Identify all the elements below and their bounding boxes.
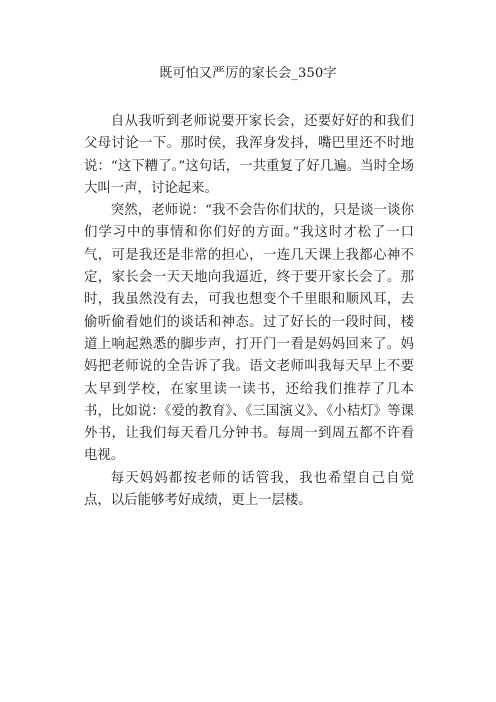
document-body xyxy=(84,111,414,512)
paragraph-2: 突然，老师说：“我不会告你们状的，只是谈一谈你们学习中的事情和你们好的方面。”我这时才松了一口气，可是我还是非常的担心，一连几天课上我都心神不定，家长会一天天地向我逼近，终于要开家长会了。那时，我虽然没有去，可我也想变个千里眼和顺风耳，去偷听偷看她们的谈话和神态。过了好长的一段时间，楼道上响起熟悉的脚步声，打开门一看是妈妈回来了。妈妈把老师说的全告诉了我。语文老师叫我每天早上不要太早到学校，在家里读一读书，还给我们推荐了几本书，比如说：《爱的教育》、《三国演义》、《小桔灯》等课外书，让我们每天看几分钟书。每周一到周五都不许看电视。 xyxy=(84,203,414,464)
paragraph-3: 每天妈妈都按老师的话管我，我也希望自己自觉点，以后能够考好成绩，更上一层楼。 xyxy=(84,470,414,509)
document-title: 既可怕又严厉的家长会_350字 xyxy=(159,66,337,81)
paragraph-1: 自从我听到老师说要开家长会，还要好好的和我们父母讨论一下。那时侯，我浑身发抖，嘴巴里还不时地说：“这下糟了。”这句话，一共重复了好几遍。当时全场大叫一声，讨论起来。 xyxy=(84,114,414,196)
